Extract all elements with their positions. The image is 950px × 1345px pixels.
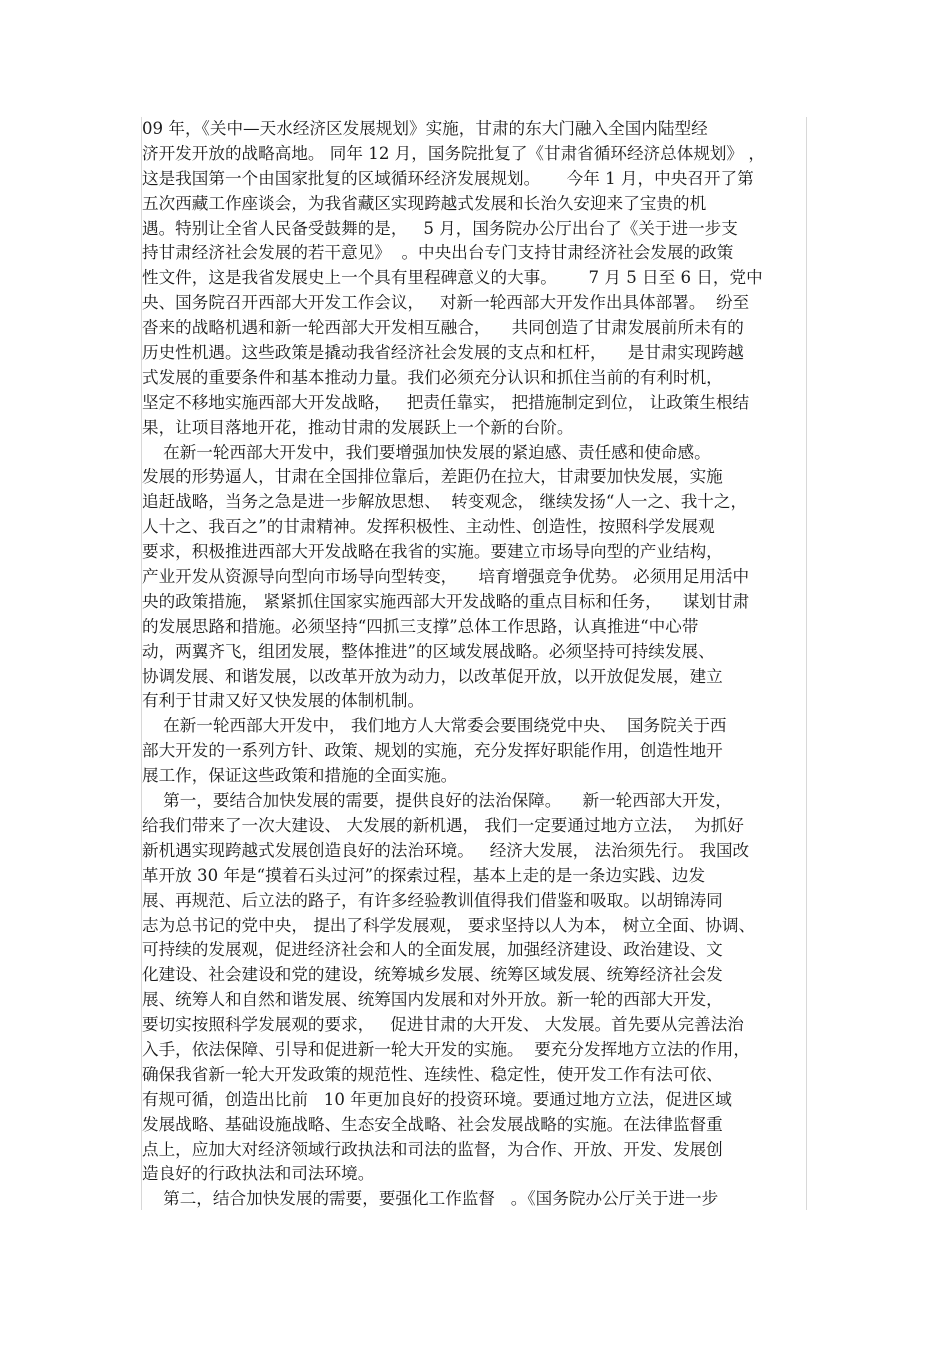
text-line: 式发展的重要条件和基本推动力量。我们必须充分认识和抓住当前的有利时机， xyxy=(142,367,723,387)
text-line: 五次西藏工作座谈会，为我省藏区实现跨越式发展和长治久安迎来了宝贵的机 xyxy=(142,193,707,213)
text-line: 展工作，保证这些政策和措施的全面实施。 xyxy=(142,766,458,786)
text-line: 人十之、我百之”的甘肃精神。发挥积极性、主动性、创造性，按照科学发展观 xyxy=(142,517,715,537)
text-line: 化建设、社会建设和党的建设，统筹城乡发展、统筹区域发展、统筹经济社会发 xyxy=(142,965,723,985)
text-line: 的发展思路和措施。必须坚持“四抓三支撑”总体工作思路，认真推进“中心带 xyxy=(142,616,699,636)
text-line: 展、统筹人和自然和谐发展、统筹国内发展和对外开放。新一轮的西部大开发， xyxy=(142,990,723,1010)
text-line: 展、再规范、后立法的路子，有许多经验教训值得我们借鉴和吸取。以胡锦涛同 xyxy=(142,890,723,910)
text-line: 在新一轮西部大开发中， 我们地方人大常委会要围绕党中央、 国务院关于西 xyxy=(142,716,727,736)
right-margin-rule xyxy=(806,117,807,1210)
text-line: 第一，要结合加快发展的需要，提供良好的法治保障。 新一轮西部大开发， xyxy=(142,791,732,811)
text-line: 造良好的行政执法和司法环境。 xyxy=(142,1164,375,1184)
text-line: 有规可循，创造出比前 10 年更加良好的投资环境。要通过地方立法，促进区域 xyxy=(142,1089,732,1109)
text-line: 央、国务院召开西部大开发工作会议， 对新一轮西部大开发作出具体部署。 纷至 xyxy=(142,293,750,313)
text-line: 持甘肃经济社会发展的若干意见》 。中央出台专门支持甘肃经济社会发展的政策 xyxy=(142,243,734,263)
text-line: 有利于甘肃又好又快发展的体制机制。 xyxy=(142,691,425,711)
text-line: 第二，结合加快发展的需要，要强化工作监督 。《国务院办公厅关于进一步 xyxy=(142,1189,719,1209)
text-line: 要切实按照科学发展观的要求， 促进甘肃的大开发、 大发展。首先要从完善法治 xyxy=(142,1015,744,1035)
text-line: 发展战略、基础设施战略、生态安全战略、社会发展战略的实施。在法律监督重 xyxy=(142,1114,723,1134)
text-line: 性文件，这是我省发展史上一个具有里程碑意义的大事。 7 月 5 日至 6 日，党中 xyxy=(142,268,763,288)
body-text-column xyxy=(142,117,806,1212)
text-line: 历史性机遇。这些政策是撬动我省经济社会发展的支点和杠杆， 是甘肃实现跨越 xyxy=(142,343,744,363)
text-line: 在新一轮西部大开发中，我们要增强加快发展的紧迫感、责任感和使命感。 xyxy=(142,442,711,462)
text-line: 济开发开放的战略高地。 同年 12 月，国务院批复了《甘肃省循环经济总体规划》 ， xyxy=(142,143,765,163)
text-line: 追赶战略，当务之急是进一步解放思想、 转变观念， 继续发扬“人一之、我十之， xyxy=(142,492,748,512)
text-line: 新机遇实现跨越式发展创造良好的法治环境。 经济大发展， 法治须先行。 我国改 xyxy=(142,840,750,860)
text-line: 可持续的发展观，促进经济社会和人的全面发展，加强经济建设、政治建设、文 xyxy=(142,940,723,960)
text-line: 志为总书记的党中央， 提出了科学发展观， 要求坚持以人为本， 树立全面、协调、 xyxy=(142,915,756,935)
text-line: 09 年，《关中—天水经济区发展规划》实施，甘肃的东大门融入全国内陆型经 xyxy=(142,119,708,138)
text-line: 产业开发从资源导向型向市场导向型转变， 培育增强竞争优势。 必须用足用活中 xyxy=(142,567,750,587)
text-line: 果，让项目落地开花，推动甘肃的发展跃上一个新的台阶。 xyxy=(142,417,574,437)
text-line: 遇。特别让全省人民备受鼓舞的是， 5 月，国务院办公厅出台了《关于进一步支 xyxy=(142,218,738,238)
text-line: 革开放 30 年是“摸着石头过河”的探索过程，基本上走的是一条边实践、边发 xyxy=(142,865,706,885)
text-line: 动，两翼齐飞，组团发展，整体推进”的区域发展战略。必须坚持可持续发展、 xyxy=(142,641,715,661)
text-line: 要求，积极推进西部大开发战略在我省的实施。要建立市场导向型的产业结构， xyxy=(142,542,723,562)
text-line: 点上，应加大对经济领域行政执法和司法的监督，为合作、开放、开发、发展创 xyxy=(142,1139,723,1159)
text-line: 沓来的战略机遇和新一轮西部大开发相互融合， 共同创造了甘肃发展前所未有的 xyxy=(142,318,744,338)
text-line: 入手，依法保障、引导和促进新一轮大开发的实施。 要充分发挥地方立法的作用， xyxy=(142,1039,750,1059)
text-line: 坚定不移地实施西部大开发战略， 把责任靠实， 把措施制定到位， 让政策生根结 xyxy=(142,392,750,412)
text-line: 央的政策措施， 紧紧抓住国家实施西部大开发战略的重点目标和任务， 谋划甘肃 xyxy=(142,591,750,611)
text-line: 发展的形势逼人，甘肃在全国排位靠后，差距仍在拉大，甘肃要加快发展，实施 xyxy=(142,467,723,487)
text-line: 部大开发的一系列方针、政策、规划的实施，充分发挥好职能作用，创造性地开 xyxy=(142,741,723,761)
text-line: 协调发展、和谐发展，以改革开放为动力，以改革促开放，以开放促发展，建立 xyxy=(142,666,723,686)
text-line: 确保我省新一轮大开发政策的规范性、连续性、稳定性，使开发工作有法可依、 xyxy=(142,1064,723,1084)
text-line: 这是我国第一个由国家批复的区域循环经济发展规划。 今年 1 月，中央召开了第 xyxy=(142,168,754,188)
text-line: 给我们带来了一次大建设、 大发展的新机遇， 我们一定要通过地方立法， 为抓好 xyxy=(142,815,744,835)
